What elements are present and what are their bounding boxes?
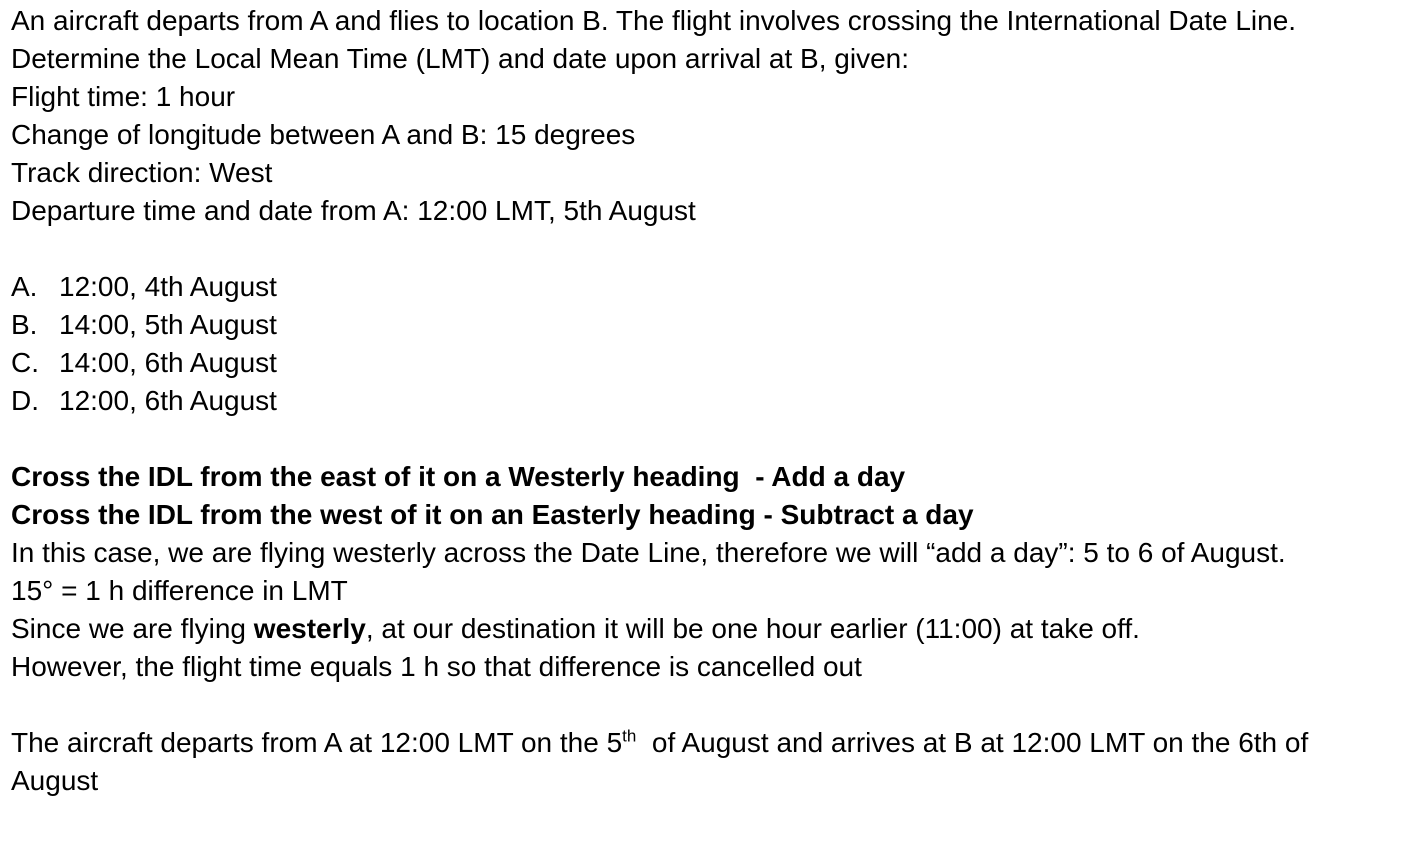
conclusion [11,724,1401,800]
given-departure: Departure time and date from A: 12:00 LMT, 5th August [11,195,696,226]
answer-options [11,268,1401,420]
spacer [11,686,1401,724]
conclusion-post: of August and arrives at B at 12:00 LMT on the 6th of August [11,727,1315,796]
conclusion-pre: The aircraft departs from A at 12:00 LMT on the 5 [11,727,623,758]
option-letter: B. [11,309,38,340]
westerly-post: , at our destination it will be one hour earlier (11:00) at take off. [365,613,1140,644]
option-letter: C. [11,347,39,378]
lmt-rule: 15° = 1 h difference in LMT [11,575,348,606]
option-c [11,344,1401,382]
spacer [11,420,1401,458]
option-d [11,382,1401,420]
option-text: 12:00, 4th August [59,271,277,302]
option-text: 14:00, 6th August [59,347,277,378]
westerly-pre: Since we are flying [11,613,254,644]
given-flight-time: Flight time: 1 hour [11,81,236,112]
given-longitude-change: Change of longitude between A and B: 15 degrees [11,119,636,150]
option-letter: D. [11,385,39,416]
rule-westerly: Cross the IDL from the east of it on a Westerly heading - Add a day [11,461,906,492]
question-intro: An aircraft departs from A and flies to location B. The flight involves crossing the International Date Line. Determine the Local Mean Time (LMT) and date upon arrival at B, given: [11,5,1297,74]
option-text: 12:00, 6th August [59,385,277,416]
option-letter: A. [11,271,38,302]
option-b [11,306,1401,344]
spacer [11,230,1401,268]
option-a [11,268,1401,306]
cancel-explanation: However, the flight time equals 1 h so that difference is cancelled out [11,651,862,682]
document-page [11,2,1401,800]
rule-easterly: Cross the IDL from the west of it on an Easterly heading - Subtract a day [11,499,974,530]
given-track-direction: Track direction: West [11,157,273,188]
case-explanation: In this case, we are flying westerly across the Date Line, therefore we will “add a day”: 5 to 6 of August. [11,537,1286,568]
conclusion-sup: th [622,726,637,746]
westerly-explanation [11,610,1401,648]
option-text: 14:00, 5th August [59,309,277,340]
westerly-bold: westerly [253,613,366,644]
